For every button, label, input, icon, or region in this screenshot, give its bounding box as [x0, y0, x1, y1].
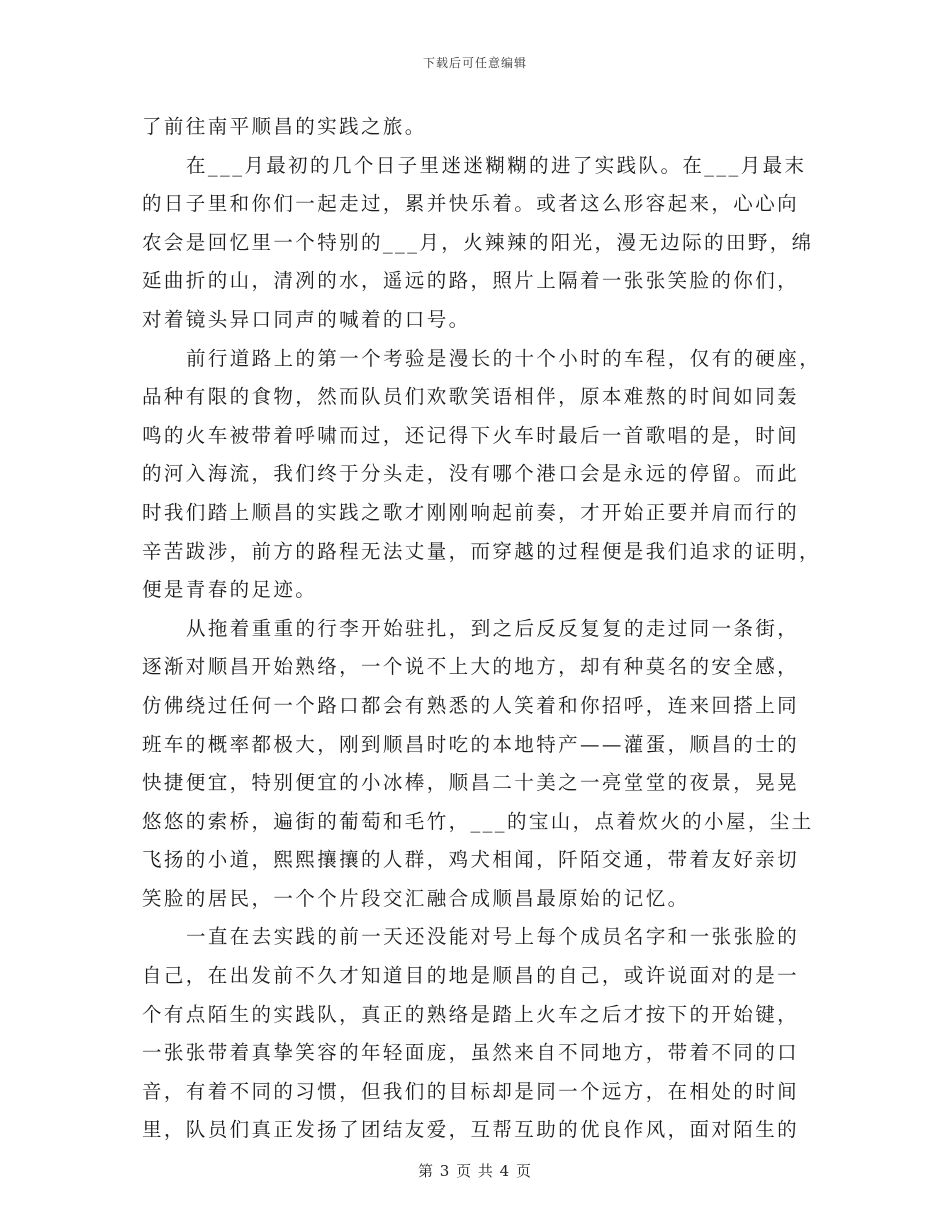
text-line: 延曲折的山，清冽的水，遥远的路，照片上隔着一张张笑脸的你们， [142, 269, 800, 293]
text-line: 品种有限的食物，然而队员们欢歌笑语相伴，原本难熬的时间如同轰 [142, 385, 800, 409]
text-line: 一张张带着真挚笑容的年轻面庞，虽然来自不同地方，带着不同的口 [142, 1041, 800, 1065]
text-line: 从拖着重重的行李开始驻扎，到之后反反复复的走过同一条街， [186, 616, 800, 640]
text-line: 笑脸的居民，一个个片段交汇融合成顺昌最原始的记忆。 [142, 886, 690, 910]
text-line: 班车的概率都极大，刚到顺昌时吃的本地特产——灌蛋，顺昌的士的 [142, 732, 800, 756]
text-line: 悠悠的索桥，遍街的葡萄和毛竹，___的宝山，点着炊火的小屋，尘土 [142, 809, 814, 833]
text-line: 自己，在出发前不久才知道目的地是顺昌的自己，或许说面对的是一 [142, 964, 800, 988]
text-line: 在___月最初的几个日子里迷迷糊糊的进了实践队。在___月最末 [186, 153, 807, 177]
text-line: 快捷便宜，特别便宜的小冰棒，顺昌二十美之一亮堂堂的夜景，晃晃 [142, 771, 800, 795]
text-line: 农会是回忆里一个特别的___月，火辣辣的阳光，漫无边际的田野，绵 [142, 230, 814, 254]
document-body [142, 108, 822, 1150]
text-line: 里，队员们真正发扬了团结友爱，互帮互助的优良作风，面对陌生的 [142, 1118, 800, 1142]
page-header: 下载后可任意编辑 [422, 56, 527, 70]
text-line: 仿佛绕过任何一个路口都会有熟悉的人笑着和你招呼，连来回搭上同 [142, 693, 800, 717]
text-line: 音，有着不同的习惯，但我们的目标却是同一个远方，在相处的时间 [142, 1079, 800, 1103]
text-line: 逐渐对顺昌开始熟络，一个说不上大的地方，却有种莫名的安全感， [142, 655, 800, 679]
text-line: 前行道路上的第一个考验是漫长的十个小时的车程，仅有的硬座， [186, 346, 822, 370]
text-line: 飞扬的小道，熙熙攘攘的人群，鸡犬相闻，阡陌交通，带着友好亲切 [142, 848, 800, 872]
text-line: 时我们踏上顺昌的实践之歌才刚刚响起前奏，才开始正要并肩而行的 [142, 500, 800, 524]
text-line: 一直在去实践的前一天还没能对号上每个成员名字和一张张脸的 [186, 925, 800, 949]
text-line: 辛苦跋涉，前方的路程无法丈量，而穿越的过程便是我们追求的证明， [142, 539, 821, 563]
text-line: 的日子里和你们一起走过，累并快乐着。或者这么形容起来，心心向 [142, 192, 800, 216]
text-line: 了前往南平顺昌的实践之旅。 [142, 115, 427, 138]
page-footer: 第 3 页 共 4 页 [418, 1162, 532, 1180]
text-line: 对着镜头异口同声的喊着的口号。 [142, 307, 471, 331]
text-line: 便是青春的足迹。 [142, 578, 318, 602]
text-line: 个有点陌生的实践队，真正的熟络是踏上火车之后才按下的开始键， [142, 1002, 800, 1026]
text-line: 的河入海流，我们终于分头走，没有哪个港口会是永远的停留。而此 [142, 462, 800, 486]
text-line: 鸣的火车被带着呼啸而过，还记得下火车时最后一首歌唱的是，时间 [142, 423, 800, 447]
